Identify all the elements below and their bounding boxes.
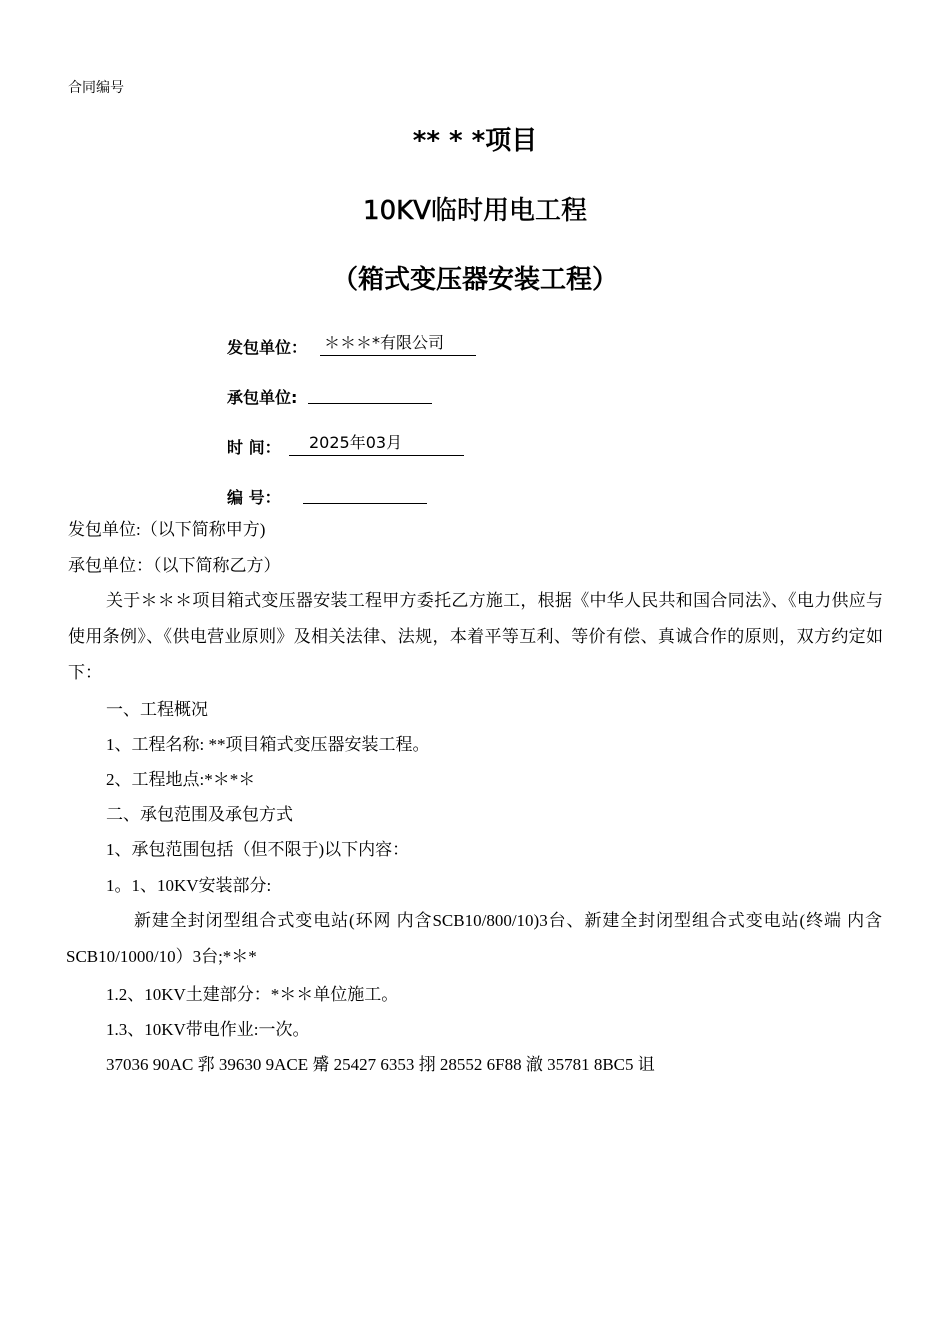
section-2-heading: 二、承包范围及承包方式 bbox=[106, 805, 293, 824]
project-title: ** * *项目 bbox=[412, 126, 538, 156]
garbled-code-line: 37036 90AC 郛 39630 9ACE 觱 25427 6353 挧 28552 6F88 澈 35781 8BC5 诅 bbox=[106, 1055, 655, 1074]
contractor-label: 承包单位: bbox=[227, 388, 298, 407]
item-project-location: 2、工程地点:*＊*＊ bbox=[106, 770, 256, 789]
item-scope: 1、承包范围包括（但不限于)以下内容： bbox=[106, 840, 410, 859]
intro-paragraph: 关于＊＊＊项目箱式变压器安装工程甲方委托乙方施工，根据《中华人民共和国合同法》、《电力供应与使用条例》、《供电营业原则》及相关法律、法规，本着平等互利、等价有偿、真诚合作的原则，双方约定如下： bbox=[68, 591, 883, 682]
project-scope-title: （箱式变压器安装工程） bbox=[331, 265, 618, 295]
item-installation-part: 1。1、10KV安装部分: bbox=[106, 876, 272, 895]
contract-number-label: 合同编号 bbox=[68, 81, 124, 96]
contractor-value bbox=[308, 381, 432, 404]
number-label: 编 号： bbox=[227, 488, 281, 507]
time-label: 时 间： bbox=[227, 438, 281, 457]
number-value bbox=[303, 481, 427, 504]
time-value: 2025年03月 bbox=[289, 433, 464, 456]
project-subtitle: 10KV临时用电工程 bbox=[363, 196, 587, 226]
section-1-heading: 一、工程概况 bbox=[106, 700, 208, 719]
employer-value: ＊＊＊*有限公司 bbox=[320, 333, 476, 356]
employer-label: 发包单位： bbox=[227, 338, 308, 357]
installation-detail-paragraph: 新建全封闭型组合式变电站(环网 内含SCB10/800/10)3台、新建全封闭型组合式变电站(终端 内含SCB10/1000/10）3台;*＊* bbox=[66, 911, 882, 966]
item-live-work: 1.3、10KV带电作业:一次。 bbox=[106, 1020, 310, 1039]
item-civil-part: 1.2、10KV土建部分：*＊＊单位施工。 bbox=[106, 985, 399, 1004]
party-a-line: 发包单位:（以下简称甲方) bbox=[68, 520, 266, 539]
party-b-line: 承包单位：（以下简称乙方） bbox=[68, 556, 281, 575]
item-project-name: 1、工程名称: **项目箱式变压器安装工程。 bbox=[106, 735, 430, 754]
